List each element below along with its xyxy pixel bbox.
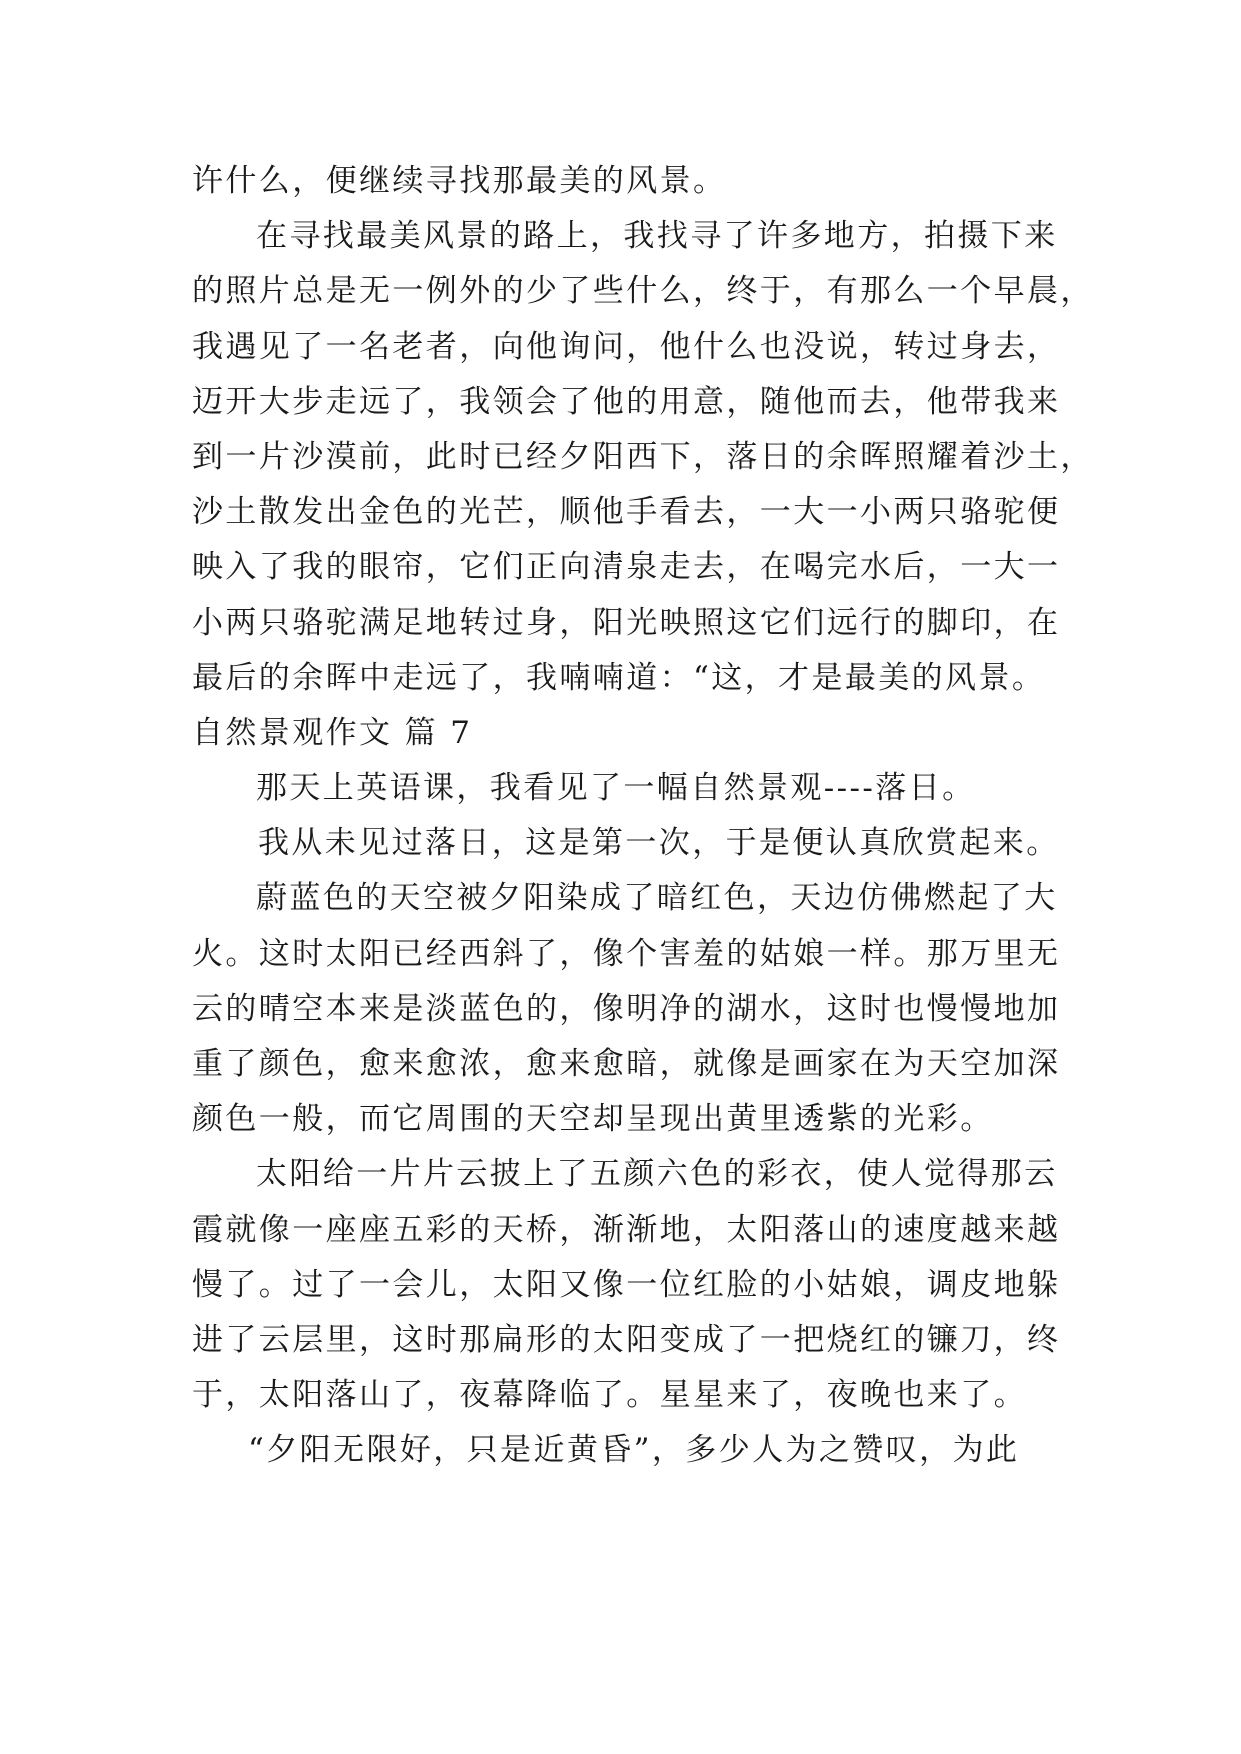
text-line: 颜色一般，而它周围的天空却呈现出黄里透紫的光彩。	[192, 1101, 994, 1138]
text-line: 于，太阳落山了，夜幕降临了。星星来了，夜晚也来了。	[192, 1377, 1027, 1414]
text-line: 最后的余晖中走远了，我喃喃道：“这，才是最美的风景。	[192, 659, 1046, 696]
text-line: 霞就像一座座五彩的天桥，渐渐地，太阳落山的速度越来越	[192, 1211, 1061, 1248]
text-line: 进了云层里，这时那扁形的太阳变成了一把烧红的镰刀，终	[192, 1321, 1061, 1358]
text-line: 的照片总是无一例外的少了些什么，终于，有那么一个早晨，	[192, 273, 1094, 310]
text-line: 云的晴空本来是淡蓝色的，像明净的湖水，这时也慢慢地加	[192, 990, 1061, 1027]
text-line: “夕阳无限好，只是近黄昏”，多少人为之赞叹，为此	[248, 1432, 1020, 1469]
text-line: 在寻找最美风景的路上，我找寻了许多地方，拍摄下来	[256, 218, 1058, 255]
text-line: 迈开大步走远了，我领会了他的用意，随他而去，他带我来	[192, 383, 1061, 420]
text-line: 慢了。过了一会儿，太阳又像一位红脸的小姑娘，调皮地躲	[192, 1266, 1061, 1303]
text-line: 小两只骆驼满足地转过身，阳光映照这它们远行的脚印，在	[192, 604, 1061, 641]
text-line: 太阳给一片片云披上了五颜六色的彩衣，使人觉得那云	[256, 1156, 1058, 1193]
text-line: 我从未见过落日，这是第一次，于是便认真欣赏起来。	[258, 825, 1060, 862]
text-line: 我遇见了一名老者，向他询问，他什么也没说，转过身去，	[192, 328, 1061, 365]
section-heading: 自然景观作文 篇 7	[192, 714, 473, 751]
text-line: 映入了我的眼帘，它们正向清泉走去，在喝完水后，一大一	[192, 549, 1061, 586]
text-line: 那天上英语课，我看见了一幅自然景观----落日。	[256, 770, 976, 807]
text-line: 许什么，便继续寻找那最美的风景。	[192, 163, 727, 199]
text-line: 重了颜色，愈来愈浓，愈来愈暗，就像是画家在为天空加深	[192, 1046, 1061, 1082]
text-line: 火。这时太阳已经西斜了，像个害羞的姑娘一样。那万里无	[192, 935, 1061, 972]
essay-body	[192, 154, 1094, 1479]
text-line: 到一片沙漠前，此时已经夕阳西下，落日的余晖照耀着沙土，	[192, 438, 1094, 475]
text-line: 沙土散发出金色的光芒，顺他手看去，一大一小两只骆驼便	[192, 494, 1061, 531]
text-line: 蔚蓝色的天空被夕阳染成了暗红色，天边仿佛燃起了大	[256, 880, 1058, 917]
